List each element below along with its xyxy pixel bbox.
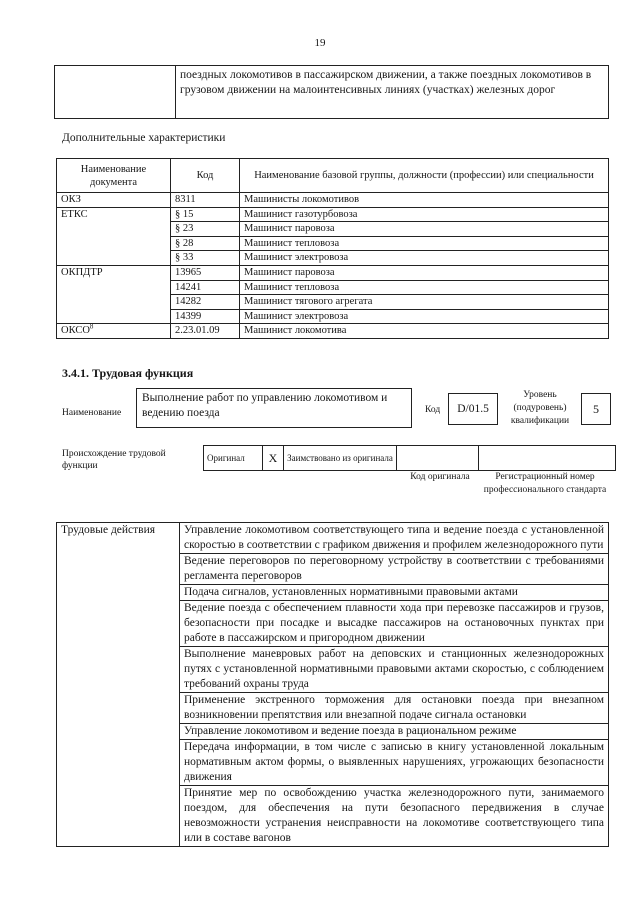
occupation-name-cell: Машинист тепловоза: [240, 280, 609, 295]
document-name: ЕТКС: [61, 208, 88, 220]
occupation-name-cell: Машинист локомотива: [240, 324, 609, 339]
list-item: [57, 523, 609, 554]
document-name: ОКЗ: [61, 194, 81, 205]
table-row: [57, 324, 609, 339]
code-label: Код: [425, 405, 441, 415]
code-cell: 14282: [171, 295, 240, 310]
name-label: Наименование: [62, 408, 122, 418]
footnote-marker: 8: [89, 322, 94, 331]
code-cell: § 23: [171, 222, 240, 237]
occupation-name-cell: Машинист тягового агрегата: [240, 295, 609, 310]
labor-action-text: Управление локомотивом соответствующего типа и ведение поезда с установленной скоростью в соответствии с графиком движения и профилем железнодорожного пути: [180, 523, 609, 554]
qualification-level-label: Уровень (подуровень) квалификации: [510, 390, 570, 426]
document-name: ОКПДТР: [61, 266, 103, 278]
labor-action-text: Подача сигналов, установленных нормативными правовыми актами: [180, 585, 609, 601]
borrowed-label: Заимствовано из оригинала: [284, 446, 397, 471]
continuation-empty-cell: [55, 66, 176, 119]
document-name: ОКСО: [61, 325, 90, 337]
page-number: 19: [314, 37, 326, 49]
code-cell: § 15: [171, 207, 240, 222]
labor-action-text: Выполнение маневровых работ на деповских и станционных железнодорожных путях с установленной нормативными правовыми актами скоростью, с соблюдением требований охраны труда: [180, 647, 609, 693]
origin-table: [203, 445, 616, 471]
continuation-row: [55, 66, 609, 119]
table-row: [57, 265, 609, 280]
occupation-name-cell: Машинист тепловоза: [240, 236, 609, 251]
labor-actions-heading: Трудовые действия: [57, 523, 180, 847]
code-cell: § 33: [171, 251, 240, 266]
function-code-box: D/01.5: [448, 393, 498, 425]
additional-characteristics-title: Дополнительные характеристики: [62, 132, 226, 144]
document-cell: [57, 324, 171, 339]
registration-number-caption: Регистрационный номер профессионального стандарта: [483, 472, 607, 495]
labor-action-text: Применение экстренного торможения для остановки поезда при внезапном возникновении препятствия или внезапной подаче сигнала остановки: [180, 693, 609, 724]
characteristics-body: [57, 193, 609, 339]
labor-actions-table: [56, 522, 609, 847]
code-cell: 2.23.01.09: [171, 324, 240, 339]
original-label: Оригинал: [204, 446, 263, 471]
occupation-name-cell: Машинист газотурбовоза: [240, 207, 609, 222]
labor-action-text: Принятие мер по освобождению участка железнодорожного пути, занимаемого поездом, для обеспечения на пути безопасного передвижения в случае невозможности устранения неисправности на локомотиве соответствующего типа или в составе вагонов: [180, 786, 609, 847]
original-mark: X: [263, 446, 284, 471]
function-name-box: Выполнение работ по управлению локомотивом и ведению поезда: [136, 388, 412, 428]
origin-code-cell: [397, 446, 479, 471]
origin-code-caption: Код оригинала: [410, 472, 470, 482]
code-cell: 8311: [171, 193, 240, 208]
table-header-row: [57, 159, 609, 193]
code-cell: 13965: [171, 265, 240, 280]
document-cell: [57, 207, 171, 265]
continuation-text: поездных локомотивов в пассажирском движении, а также поездных локомотивов в грузовом движении на малоинтенсивных линиях (участках) железных дорог: [176, 66, 609, 119]
labor-action-text: Передача информации, в том числе с записью в книгу установленной локальным нормативным актом формы, о выявленных нарушениях, угрожающих безопасности движения: [180, 740, 609, 786]
origin-label: Происхождение трудовой функции: [62, 449, 166, 471]
occupation-name-cell: Машинист электровоза: [240, 309, 609, 324]
occupation-name-cell: Машинисты локомотивов: [240, 193, 609, 208]
labor-actions-body: [57, 523, 609, 847]
table-row: [57, 193, 609, 208]
document-cell: [57, 265, 171, 323]
section-title: 3.4.1. Трудовая функция: [62, 366, 194, 380]
labor-action-text: Ведение переговоров по переговорному устройству в соответствии с требованиями регламента переговоров: [180, 554, 609, 585]
document-cell: [57, 193, 171, 208]
continuation-table: [54, 65, 609, 119]
qualification-level-box: 5: [581, 393, 611, 425]
occupation-name-cell: Машинист электровоза: [240, 251, 609, 266]
header-name: Наименование базовой группы, должности (профессии) или специальности: [240, 159, 609, 193]
code-cell: 14399: [171, 309, 240, 324]
registration-number-cell: [479, 446, 616, 471]
occupation-name-cell: Машинист паровоза: [240, 265, 609, 280]
header-code: Код: [171, 159, 240, 193]
labor-action-text: Управление локомотивом и ведение поезда в рациональном режиме: [180, 724, 609, 740]
code-cell: 14241: [171, 280, 240, 295]
occupation-name-cell: Машинист паровоза: [240, 222, 609, 237]
additional-characteristics-table: [56, 158, 609, 339]
table-row: [57, 207, 609, 222]
origin-row: [204, 446, 616, 471]
header-document: Наименование документа: [57, 159, 171, 193]
code-cell: § 28: [171, 236, 240, 251]
labor-action-text: Ведение поезда с обеспечением плавности хода при перевозке пассажиров и грузов, безопасности при посадке и высадке пассажиров на остановочных пунктах при работе в пассажирском и пригородном движении: [180, 601, 609, 647]
